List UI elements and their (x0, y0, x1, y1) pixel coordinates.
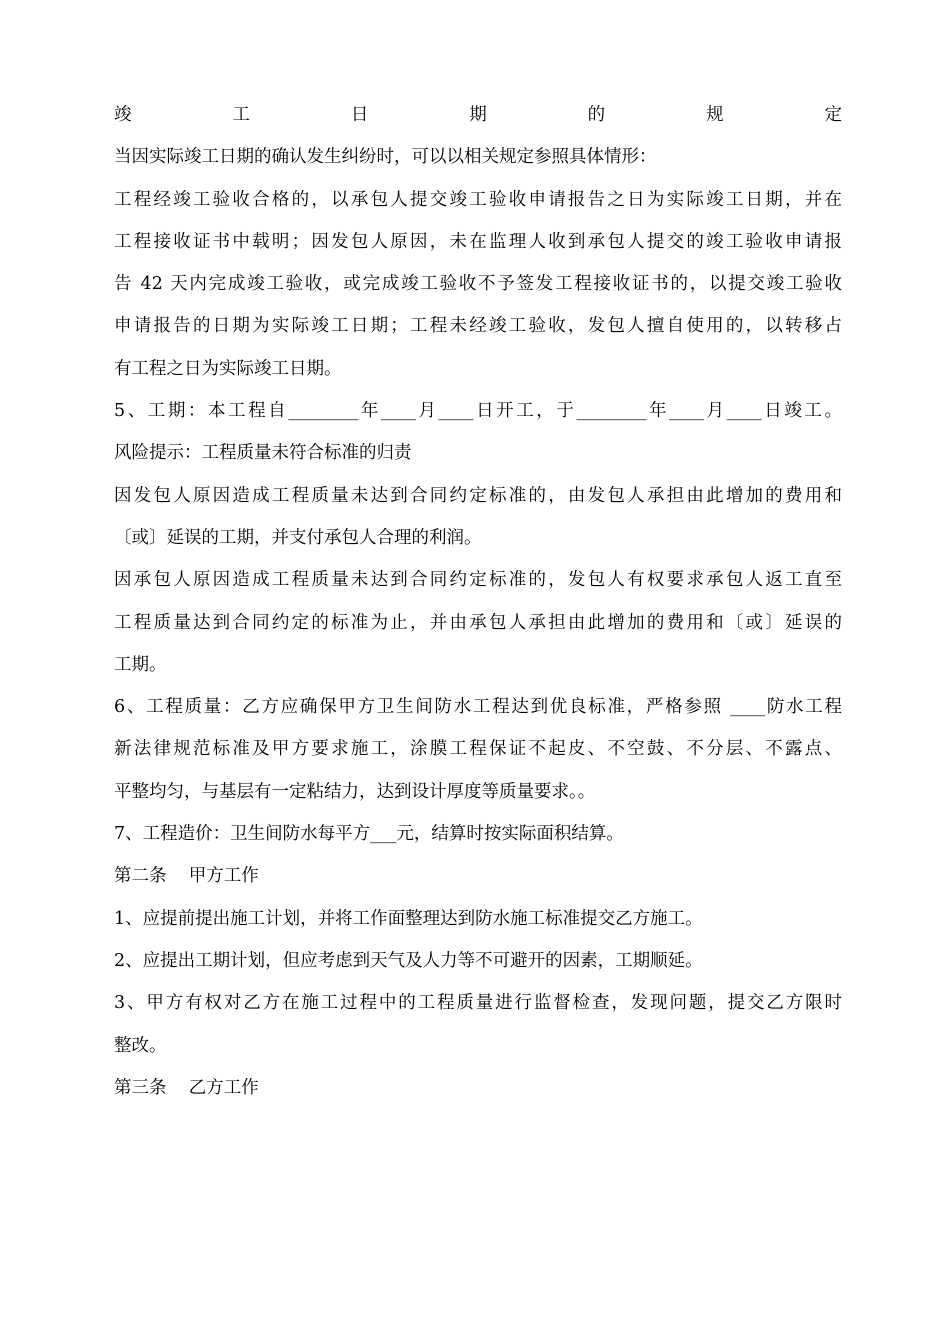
section-heading: 竣工日期的规定 (114, 105, 842, 125)
clause-line: 1、应提前提出施工计划，并将工作面整理达到防水施工标准提交乙方施工。 (114, 908, 703, 929)
paragraph-line: 申请报告的日期为实际竣工日期；工程未经竣工验收，发包人擅自使用的，以转移占 (114, 316, 842, 337)
clause-line: 7、工程造价：卫生间防水每平方___元，结算时按实际面积结算。 (114, 824, 624, 845)
clause-line: 3、甲方有权对乙方在施工过程中的工程质量进行监督检查，发现问题，提交乙方限时 (114, 993, 842, 1014)
paragraph-line: 工程经竣工验收合格的，以承包人提交竣工验收申请报告之日为实际竣工日期，并在 (114, 189, 842, 210)
paragraph-line: 告 42 天内完成竣工验收，或完成竣工验收不予签发工程接收证书的，以提交竣工验收 (114, 274, 842, 295)
article-heading: 第三条 乙方工作 (114, 1077, 259, 1098)
clause-line: 2、应提出工期计划，但应考虑到天气及人力等不可避开的因素，工期顺延。 (114, 950, 703, 971)
paragraph-line: 整改。 (114, 1035, 167, 1056)
paragraph-line: 因承包人原因造成工程质量未达到合同约定标准的，发包人有权要求承包人返工直至 (114, 570, 842, 591)
paragraph-line: 工程接收证书中载明；因发包人原因，未在监理人收到承包人提交的竣工验收申请报 (114, 231, 842, 252)
paragraph-line: 工期。 (114, 654, 167, 675)
paragraph-line: 新法律规范标准及甲方要求施工，涂膜工程保证不起皮、不空鼓、不分层、不露点、 (114, 739, 842, 760)
paragraph-line: 当因实际竣工日期的确认发生纠纷时，可以以相关规定参照具体情形： (114, 147, 657, 168)
clause-line: 6、工程质量：乙方应确保甲方卫生间防水工程达到优良标准，严格参照 ____防水工程 (114, 697, 842, 718)
paragraph-line: 平整均匀，与基层有一定粘结力，达到设计厚度等质量要求。。 (114, 781, 596, 802)
clause-line: 5、工期：本工程自________年____月____日开工，于________年____月____日竣工。 (114, 401, 842, 422)
risk-heading: 风险提示：工程质量未符合标准的归责 (114, 443, 412, 464)
paragraph-line: 工程质量达到合同约定的标准为止，并由承包人承担由此增加的费用和〔或〕延误的 (114, 612, 842, 633)
document-body (114, 94, 842, 1109)
paragraph-line: 〔或〕延误的工期，并支付承包人合理的利润。 (114, 527, 482, 548)
article-heading: 第二条 甲方工作 (114, 866, 259, 887)
paragraph-line: 因发包人原因造成工程质量未达到合同约定标准的，由发包人承担由此增加的费用和 (114, 485, 842, 506)
paragraph-line: 有工程之日为实际竣工日期。 (114, 358, 342, 379)
